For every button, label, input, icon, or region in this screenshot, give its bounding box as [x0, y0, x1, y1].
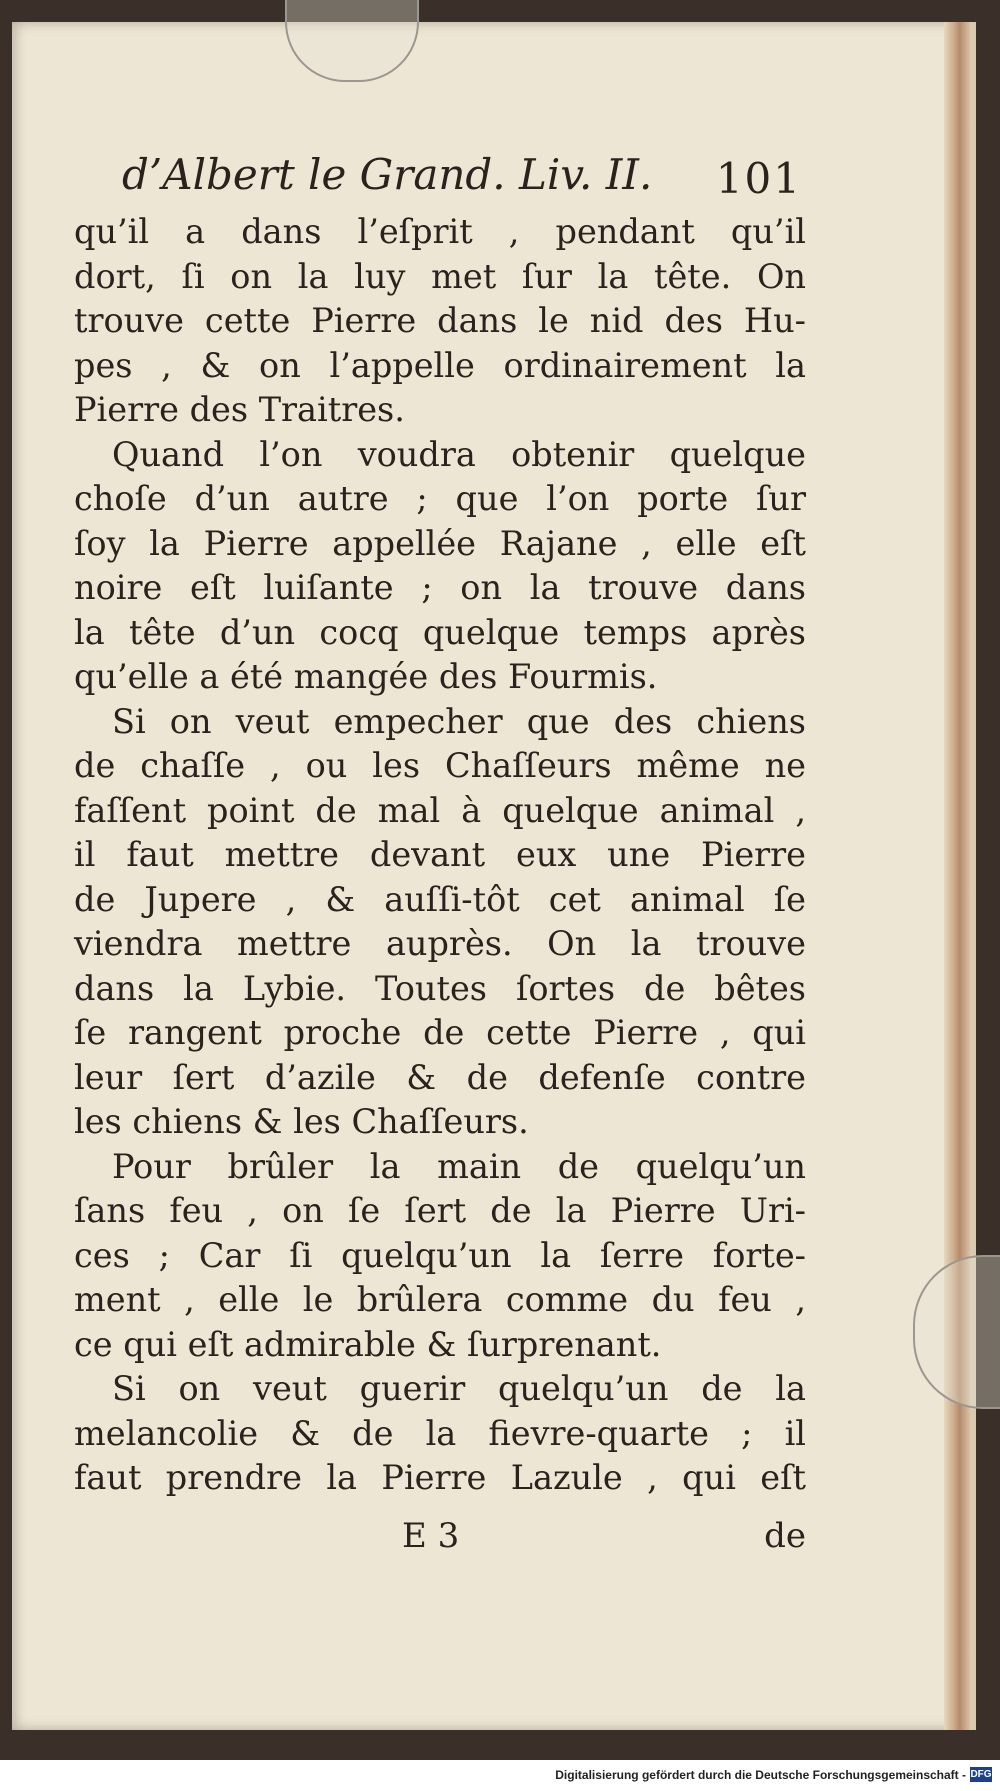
page-header [122, 150, 802, 210]
credit-text: Digitalisierung gefördert durch die Deutsche Forschungsgemeinschaft - [555, 1768, 966, 1782]
text-line: dans la Lybie. Toutes ſortes de bêtes [74, 968, 806, 1008]
body-text [74, 210, 806, 1501]
text-line: la tête d’un cocq quelque temps après [74, 612, 806, 652]
page-number: 101 [715, 154, 802, 203]
signature-mark: E 3 [402, 1516, 460, 1556]
text-line: Si on veut empecher que des chiens [112, 701, 806, 741]
text-line: il faut mettre devant eux une Pierre [74, 835, 806, 874]
text-line: qu’il a dans l’eſprit , pendant qu’il [74, 212, 806, 251]
text-line: ſe rangent proche de cette Pierre , qui [74, 1013, 806, 1052]
text-line: ſans feu , on ſe ſert de la Pierre Uri- [74, 1191, 806, 1230]
page-edge [944, 22, 970, 1730]
text-line: Pour brûler la main de quelqu’un [112, 1146, 806, 1186]
page-footer [74, 1516, 806, 1566]
text-line: faut prendre la Pierre Lazule , qui eſt [74, 1458, 806, 1497]
running-head: d’Albert le Grand. Liv. II. [122, 150, 653, 199]
text-line: ce qui eſt admirable & ſurprenant. [74, 1324, 662, 1364]
text-line: trouve cette Pierre dans le nid des Hu- [74, 301, 806, 340]
text-line: les chiens & les Chaſſeurs. [74, 1102, 529, 1141]
catchword: de [764, 1516, 806, 1556]
credit-bar [0, 1760, 1000, 1791]
text-line: dort, ſi on la luy met ſur la tête. On [74, 256, 806, 296]
text-line: noire eſt luiſante ; on la trouve dans [74, 568, 806, 607]
dfg-logo: DFG [970, 1769, 992, 1780]
text-line: Pierre des Traitres. [74, 390, 405, 429]
text-line: melancolie & de la fievre-quarte ; il [74, 1413, 806, 1453]
text-line: ment , elle le brûlera comme du feu , [74, 1280, 806, 1319]
text-line: leur ſert d’azile & de defenſe contre [74, 1057, 806, 1097]
text-line: faſſent point de mal à quelque animal , [74, 790, 806, 830]
text-line: viendra mettre auprès. On la trouve [74, 924, 806, 963]
text-line: de chaſſe , ou les Chaſſeurs même ne [74, 746, 806, 785]
text-line: Quand l’on voudra obtenir quelque [112, 434, 806, 474]
text-line: de Jupere , & auſſi-tôt cet animal ſe [74, 879, 806, 919]
text-line: ces ; Car ſi quelqu’un la ſerre forte- [74, 1235, 806, 1275]
text-line: Si on veut guerir quelqu’un de la [112, 1369, 806, 1408]
text-line: qu’elle a été mangée des Fourmis. [74, 657, 658, 696]
text-line: pes , & on l’appelle ordinairement la [74, 345, 806, 385]
text-line: ſoy la Pierre appellée Rajane , elle eſt [74, 523, 806, 563]
book-page [12, 22, 976, 1730]
text-line: choſe d’un autre ; que l’on porte ſur [74, 479, 806, 518]
